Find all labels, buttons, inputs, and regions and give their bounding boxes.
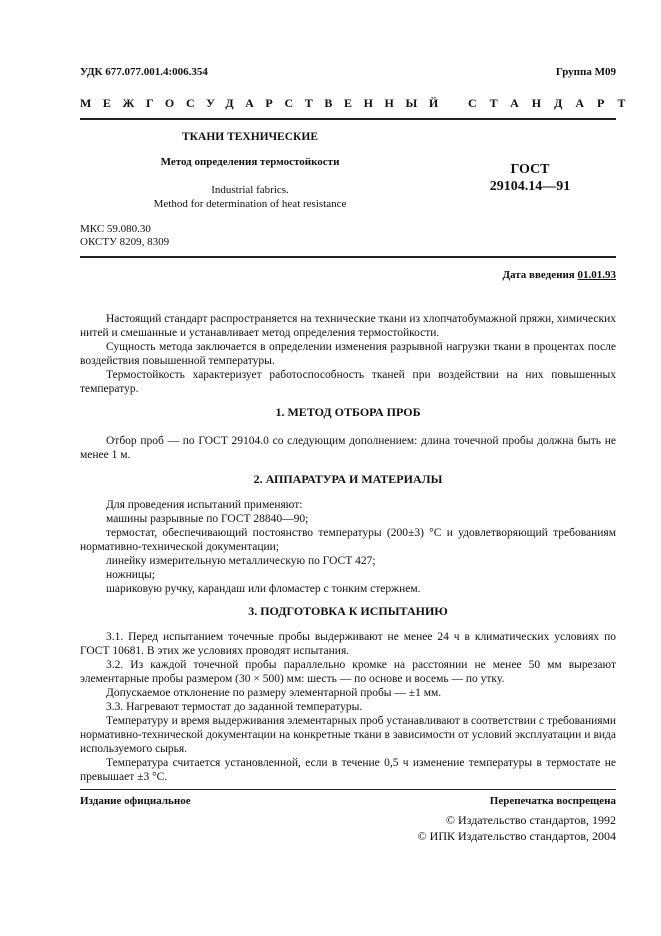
intro-paragraph-3: Термостойкость характеризует работоспособность тканей при воздействии на них повышенных температур.	[80, 369, 616, 395]
banner-rule	[80, 118, 616, 120]
banner-interstate: МЕЖГОСУДАРСТВЕННЫЙ	[80, 96, 450, 110]
udk-code: УДК 677.077.001.4:006.354	[80, 66, 208, 78]
copyright-2004: © ИПК Издательство стандартов, 2004	[417, 829, 616, 843]
section3-paragraph-4: 3.3. Нагревают термостат до заданной температуры.	[106, 701, 363, 713]
section3-paragraph-2: 3.2. Из каждой точечной пробы параллельно кромке на расстоянии не менее 50 мм вырезают элементарные пробы размером (30 × 500) мм: шесть — по основе и восемь — по утку.	[80, 659, 616, 685]
mks-code: МКС 59.080.30	[80, 223, 151, 235]
title-rule	[80, 256, 616, 258]
section3-paragraph-6: Температура считается установленной, если в течение 0,5 ч изменение температуры в термостате не превышает ±3 °С.	[80, 757, 616, 783]
section2-item-3: линейку измерительную металлическую по ГОСТ 427;	[106, 555, 376, 567]
official-edition: Издание официальное	[80, 795, 191, 807]
section3-paragraph-1: 3.1. Перед испытанием точечные пробы выдерживают не менее 24 ч в климатических условиях по ГОСТ 10681. В этих же условиях проводят испытания.	[80, 631, 616, 657]
section2-lead: Для проведения испытаний применяют:	[106, 499, 303, 511]
section2-item-2: термостат, обеспечивающий постоянство температуры (200±3) °С и удовлетворяющий требованиям нормативно-технической документации;	[80, 527, 616, 553]
intro-paragraph-1: Настоящий стандарт распространяется на технические ткани из хлопчатобумажной пряжи, химических нитей и смешанные и устанавливает метод определения термостойкости.	[80, 313, 616, 339]
section3-paragraph-3: Допускаемое отклонение по размеру элементарной пробы — ±1 мм.	[106, 687, 442, 699]
intro-date-label: Дата введения	[502, 269, 575, 281]
intro-date	[380, 269, 616, 281]
section1-heading: 1. МЕТОД ОТБОРА ПРОБ	[275, 405, 421, 419]
section2-heading: 2. АППАРАТУРА И МАТЕРИАЛЫ	[253, 472, 443, 486]
gost-number: 29104.14—91	[489, 179, 571, 194]
reprint-prohibited: Перепечатка воспрещена	[489, 795, 616, 807]
section3-paragraph-5: Температуру и время выдерживания элементарных проб устанавливают в соответствии с требованиями нормативно-технической документации на конкретные ткани в зависимости от условий эксплуатации и вида используемого сырья.	[80, 715, 616, 755]
gost-label: ГОСТ	[510, 162, 550, 177]
group-code: Группа М09	[555, 66, 616, 78]
footer-rule	[80, 789, 616, 790]
intro-date-value: 01.01.93	[577, 269, 616, 281]
title-main: ТКАНИ ТЕХНИЧЕСКИЕ	[182, 131, 318, 143]
copyright-1992: © Издательство стандартов, 1992	[445, 813, 616, 827]
section3-heading: 3. ПОДГОТОВКА К ИСПЫТАНИЮ	[248, 604, 448, 618]
section2-item-1: машины разрывные по ГОСТ 28840—90;	[106, 513, 309, 525]
title-en-line1: Industrial fabrics.	[211, 184, 289, 196]
banner-standard: СТАНДАРТ	[468, 96, 639, 110]
intro-paragraph-2: Сущность метода заключается в определении изменения разрывной нагрузки ткани в процентах после воздействия повышенной температуры.	[80, 341, 616, 367]
title-sub: Метод определения термостойкости	[160, 156, 340, 168]
section2-item-5: шариковую ручку, карандаш или фломастер с тонким стержнем.	[106, 583, 421, 595]
section1-text: Отбор проб — по ГОСТ 29104.0 со следующим дополнением: длина точечной пробы должна быть не менее 1 м.	[80, 435, 616, 461]
section2-item-4: ножницы;	[106, 569, 155, 581]
title-en-line2: Method for determination of heat resistance	[153, 198, 347, 210]
okstu-code: ОКСТУ 8209, 8309	[80, 236, 170, 248]
